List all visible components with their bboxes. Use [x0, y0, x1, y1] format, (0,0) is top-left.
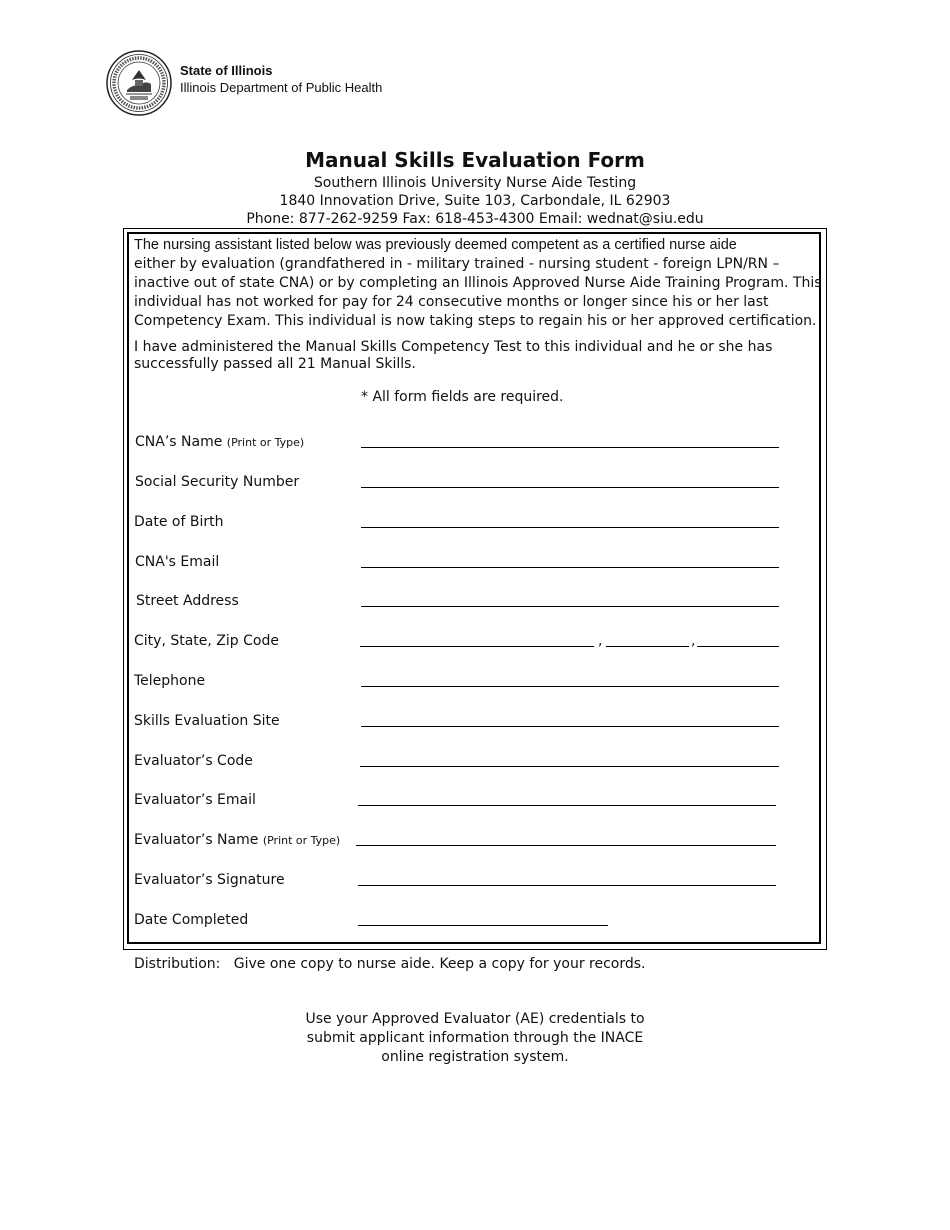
field-row-ssn	[134, 458, 794, 498]
city-input-line[interactable]	[360, 646, 594, 647]
date-completed-label: Date Completed	[134, 912, 249, 928]
state-input-line[interactable]	[606, 646, 689, 647]
cna-email-input-line[interactable]	[361, 567, 779, 568]
evaluator-code-input-line[interactable]	[360, 766, 779, 767]
field-row-date-completed	[134, 896, 794, 936]
comma-separator: ,	[691, 633, 696, 649]
zip-input-line[interactable]	[697, 646, 779, 647]
attestation-paragraph: I have administered the Manual Skills Competency Test to this individual and he or she has successfully passed all 21 Manual Skills.	[134, 339, 773, 372]
date-completed-input-line[interactable]	[358, 925, 608, 926]
cna-email-label: CNA's Email	[135, 554, 220, 570]
street-address-input-line[interactable]	[361, 606, 779, 607]
footer-note	[0, 1010, 950, 1067]
ssn-input-line[interactable]	[361, 487, 779, 488]
evaluator-name-label	[134, 832, 340, 848]
evaluator-email-label: Evaluator’s Email	[134, 792, 256, 808]
evaluator-code-label: Evaluator’s Code	[134, 753, 253, 769]
city-state-zip-label: City, State, Zip Code	[134, 633, 279, 649]
state-seal-logo	[106, 50, 172, 116]
skills-evaluation-site-input-line[interactable]	[361, 726, 779, 727]
intro-paragraph	[134, 236, 824, 331]
evaluator-name-label-text: Evaluator’s Name	[134, 832, 259, 848]
field-row-telephone	[134, 657, 794, 697]
intro-rest: either by evaluation (grandfathered in - military trained - nursing student - foreign LPN/RN – inactive out of state CNA) or by completing an Illinois Approved Nurse Aide Training Program. This individual has not worked for pay for 24 consecutive months or longer since his or her last Competency Exam. This individual is now taking steps to regain his or her approved certification.	[134, 256, 822, 329]
field-row-cna-name	[134, 418, 794, 458]
agency-name: State of Illinois	[180, 63, 273, 78]
evaluator-name-input-line[interactable]	[356, 845, 776, 846]
field-row-evaluator-code	[134, 737, 794, 777]
field-row-site	[134, 697, 794, 737]
field-row-evaluator-email	[134, 776, 794, 816]
field-row-evaluator-name	[134, 816, 794, 856]
skills-evaluation-site-label: Skills Evaluation Site	[134, 713, 280, 729]
title-block	[0, 146, 950, 228]
evaluator-signature-label: Evaluator’s Signature	[134, 872, 285, 888]
print-or-type-note: (Print or Type)	[262, 834, 341, 847]
evaluator-signature-input-line[interactable]	[358, 885, 776, 886]
address-line: 1840 Innovation Drive, Suite 103, Carbondale, IL 62903	[279, 193, 671, 209]
footer-line: submit applicant information through the INACE	[306, 1030, 644, 1046]
dob-label: Date of Birth	[134, 514, 224, 530]
contact-line: Phone: 877-262-9259 Fax: 618-453-4300 Email: wednat@siu.edu	[246, 211, 704, 227]
telephone-label: Telephone	[134, 673, 206, 689]
field-row-city-state-zip	[134, 617, 794, 657]
field-row-evaluator-signature	[134, 856, 794, 896]
dob-input-line[interactable]	[361, 527, 779, 528]
ssn-label: Social Security Number	[135, 474, 300, 490]
form-title: Manual Skills Evaluation Form	[305, 148, 645, 172]
field-row-dob	[134, 498, 794, 538]
footer-line: Use your Approved Evaluator (AE) credentials to	[305, 1011, 645, 1027]
comma-separator: ,	[598, 633, 603, 649]
cna-name-label-text: CNA’s Name	[135, 434, 223, 450]
field-row-cna-email	[134, 538, 794, 578]
distribution-note: Distribution: Give one copy to nurse aide. Keep a copy for your records.	[134, 956, 646, 972]
print-or-type-note: (Print or Type)	[226, 436, 305, 449]
intro-first-line: The nursing assistant listed below was previously deemed competent as a certified nurse aide	[134, 237, 737, 253]
telephone-input-line[interactable]	[361, 686, 779, 687]
required-note: * All form fields are required.	[361, 389, 564, 405]
field-row-street	[134, 577, 794, 617]
organization-line: Southern Illinois University Nurse Aide Testing	[313, 175, 637, 191]
evaluator-email-input-line[interactable]	[358, 805, 776, 806]
cna-name-label	[135, 434, 304, 450]
footer-line: online registration system.	[381, 1049, 569, 1065]
cna-name-input-line[interactable]	[361, 447, 779, 448]
street-address-label: Street Address	[136, 593, 239, 609]
agency-department: Illinois Department of Public Health	[180, 80, 383, 95]
